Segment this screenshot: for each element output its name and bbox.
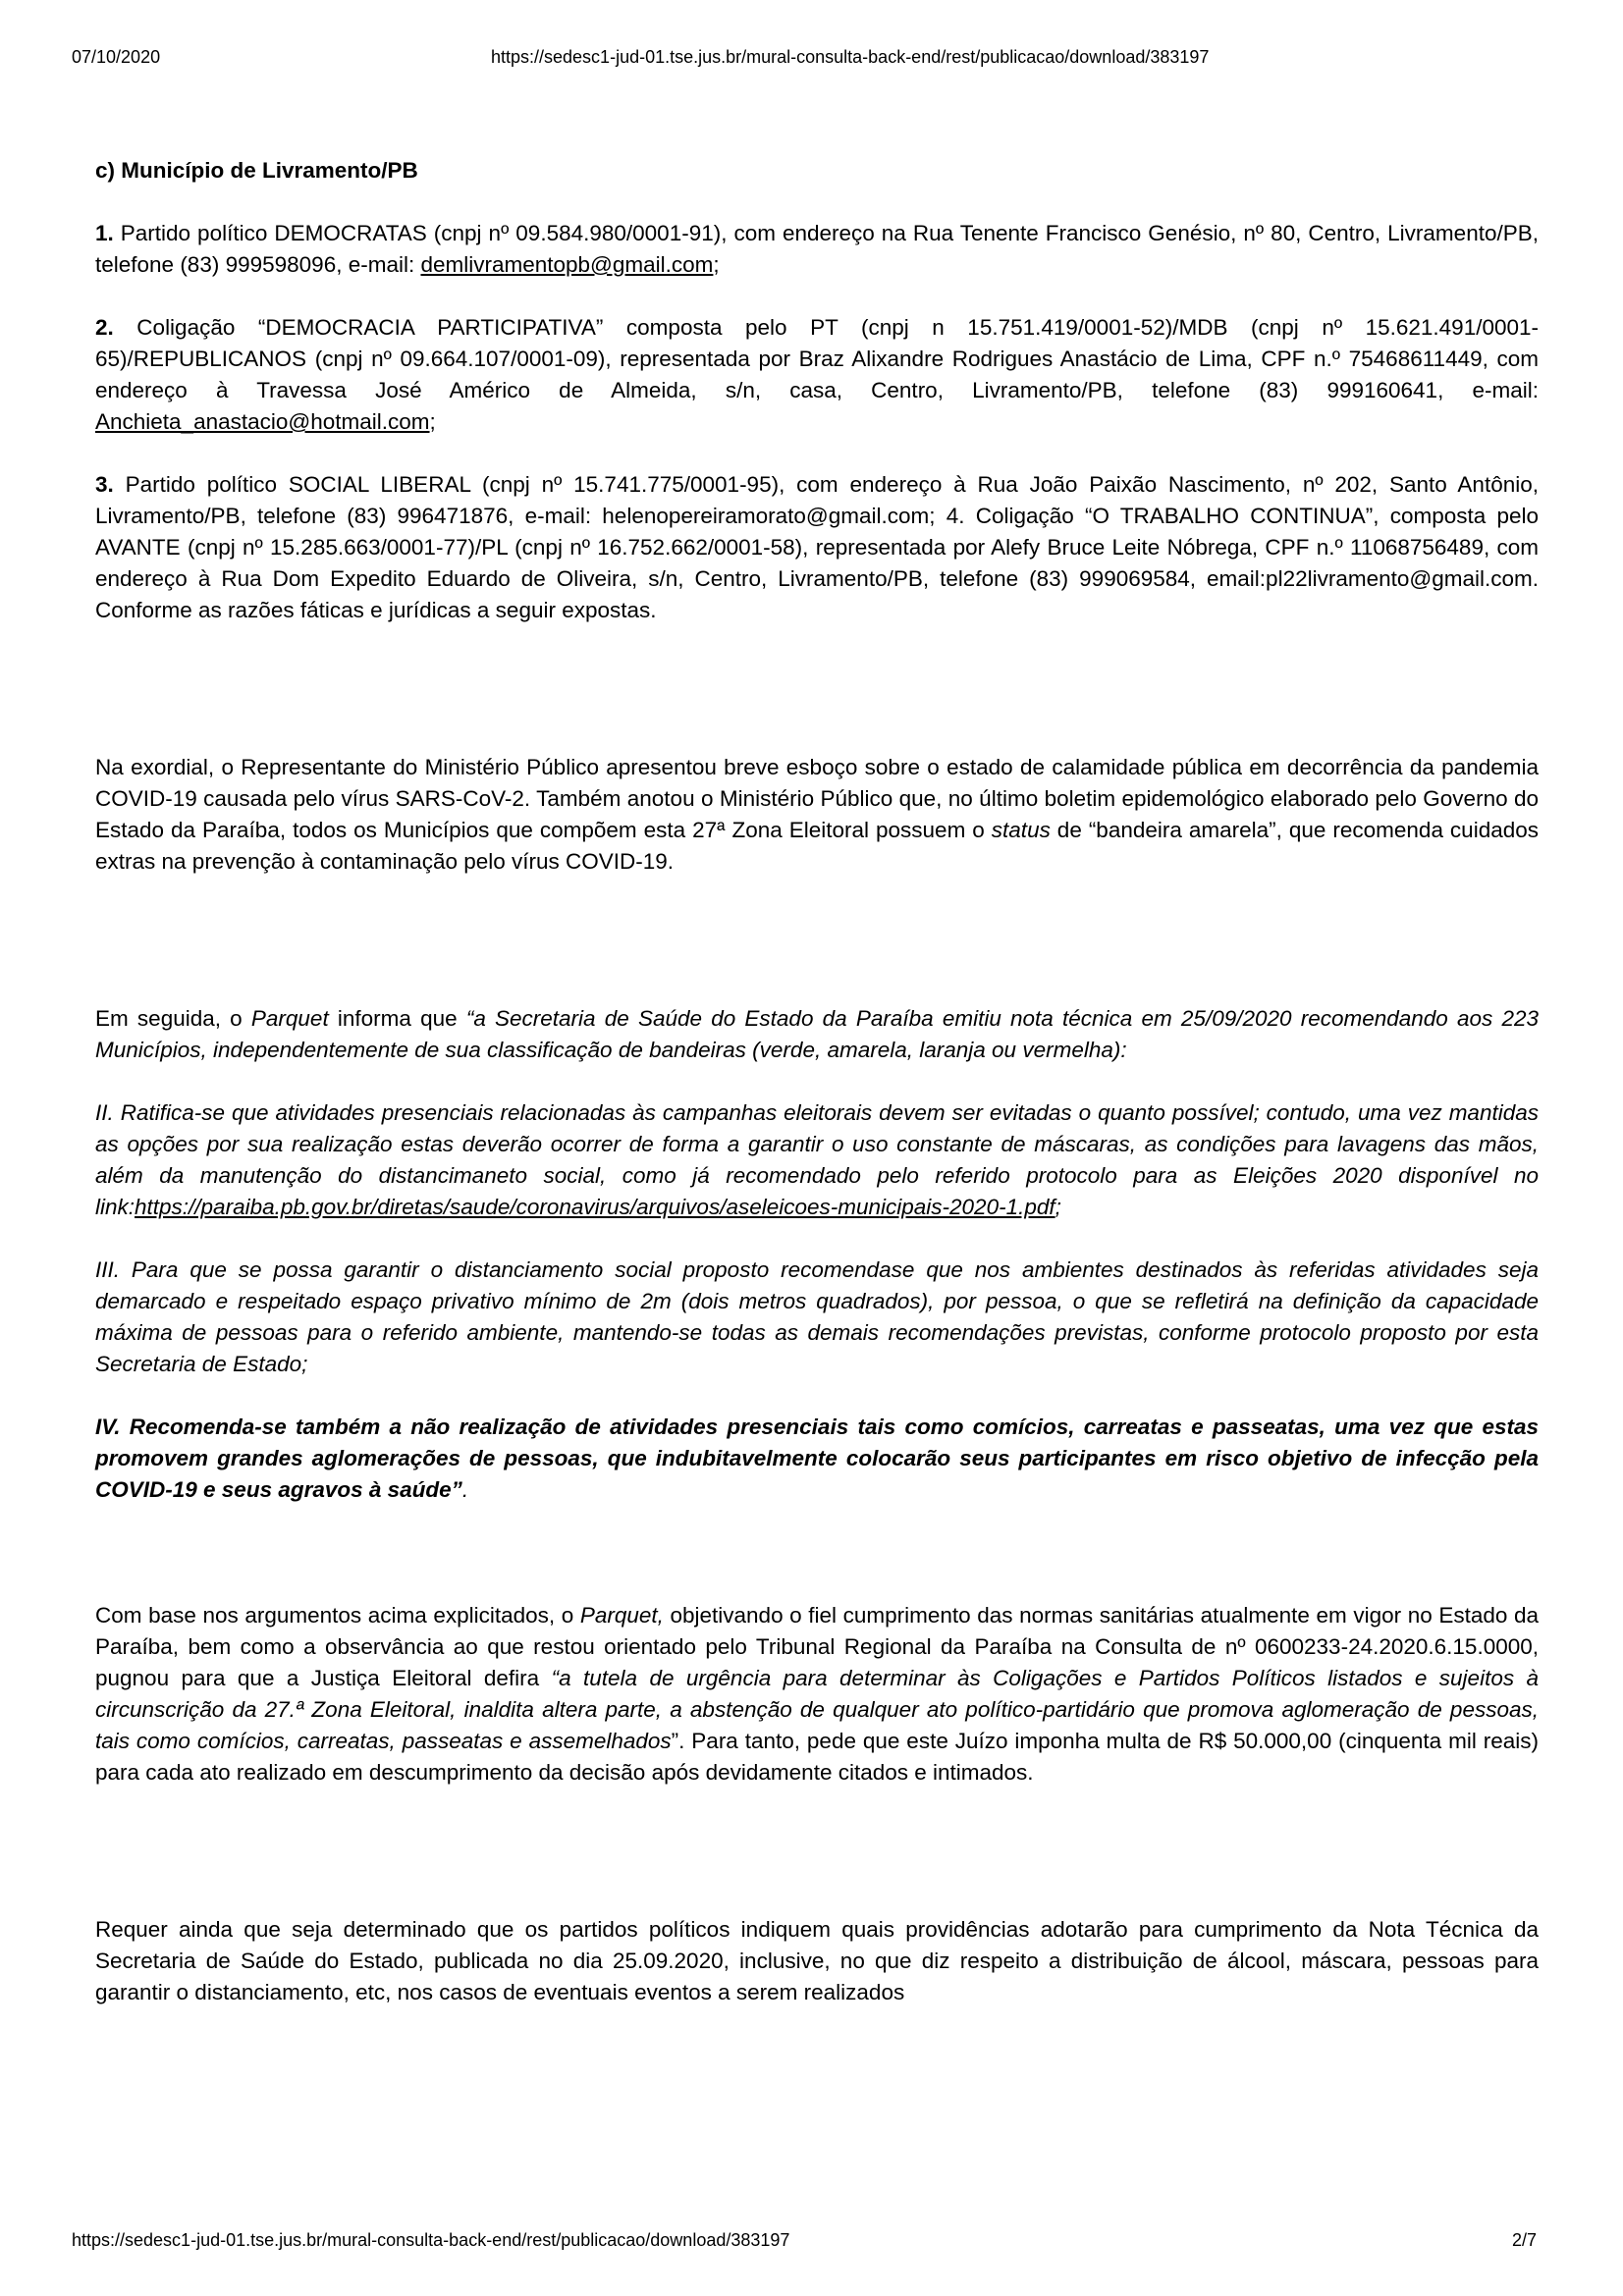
italic-run: III. Para que se possa garantir o distanciamento social proposto recomendase que nos ambientes destinados às referidas atividades seja demarcado e respeitado espaço privativo mínimo de 2m (dois metros quadrados), por pessoa, o que se refletirá na definição da capacidade máxima de pessoas para o referido ambiente, mantendo-se todas as demais recomendações previstas, conforme protocolo proposto por esta Secretaria de Estado; xyxy=(95,1257,1539,1376)
italic-run: status xyxy=(991,818,1051,842)
text-run: de “bandeira amarela”, que recomenda cuidados extras na prevenção à contaminação pelo vírus COVID-19. xyxy=(95,818,1539,874)
bold-italic-run: IV. Recomenda-se também a não realização de atividades presenciais tais como comícios, carreatas e passeatas, uma vez que estas promovem grandes aglomerações de pessoas, que indubitavelmente colocarão seus participantes em risco objetivo de infecção pela COVID-19 e seus agravos à saúde” xyxy=(95,1415,1539,1502)
footer-url: https://sedesc1-jud-01.tse.jus.br/mural-consulta-back-end/rest/publicacao/download/383197 xyxy=(72,2230,790,2250)
page-number: 2/7 xyxy=(1511,2230,1537,2250)
protocol-link[interactable]: https://paraiba.pb.gov.br/diretas/saude/coronavirus/arquivos/aseleicoes-municipais-2020-1.pdf xyxy=(135,1195,1055,1219)
email-link[interactable]: demlivramentopb@gmail.com xyxy=(420,252,714,277)
paragraph-requer: Requer ainda que seja determinado que os partidos políticos indiquem quais providências adotarão para cumprimento da Nota Técnica da Secretaria de Saúde do Estado, publicada no dia 25.09.2020, inclusive, no que diz respeito a distribuição de álcool, máscara, pessoas para garantir o distanciamento, etc, nos casos de eventuais eventos a serem realizados xyxy=(95,1917,1539,2004)
quote-item-IV xyxy=(95,1412,1539,1506)
text-run: Na exordial, o Representante do Ministério Público apresentou breve esboço sobre o estado de calamidade pública em decorrência da pandemia COVID-19 causada pelo vírus SARS-CoV-2. Também anotou o Ministério Público que, no último boletim epidemológico elaborado pelo Governo do Estado da Paraíba, todos os Municípios que compõem esta 27ª Zona Eleitoral possuem o xyxy=(95,755,1539,842)
item-text: Partido político SOCIAL LIBERAL (cnpj nº 15.741.775/0001-95), com endereço à Rua João Paixão Nascimento, nº 202, Santo Antônio, Livramento/PB, telefone (83) 996471876, e-mail: helenopereiramorato@gmail.com; 4. Coligação “O TRABALHO CONTINUA”, composta pelo AVANTE (cnpj nº 15.285.663/0001-77)/PL (cnpj nº 16.752.662/0001-58), representada por Alefy Bruce Leite Nóbrega, CPF n.º 11068756489, com endereço à Rua Dom Expedito Eduardo de Oliveira, s/n, Centro, Livramento/PB, telefone (83) 999069584, email:pl22livramento@gmail.com. Conforme as razões fáticas e jurídicas a seguir expostas. xyxy=(95,472,1539,622)
punctuation: ; xyxy=(429,409,436,434)
text-run: Com base nos argumentos acima explicitados, o xyxy=(95,1603,580,1628)
paragraph-exordial xyxy=(95,752,1539,878)
punctuation: . xyxy=(461,1477,469,1502)
paragraph-parquet xyxy=(95,1003,1539,1066)
italic-run: Parquet, xyxy=(579,1603,664,1628)
item-number: 3. xyxy=(95,472,114,497)
email-link[interactable]: Anchieta_anastacio@hotmail.com xyxy=(95,409,430,434)
item-text: Coligação “DEMOCRACIA PARTICIPATIVA” composta pelo PT (cnpj n 15.751.419/0001-52)/MDB (cnpj nº 15.621.491/0001-65)/REPUBLICANOS (cnpj nº 09.664.107/0001-09), representada por Braz Alixandre Rodrigues Anastácio de Lima, CPF n.º 75468611449, com endereço à Travessa José Américo de Almeida, s/n, casa, Centro, Livramento/PB, telefone (83) 999160641, e-mail: xyxy=(95,315,1539,402)
text-run: informa que xyxy=(328,1006,466,1031)
quote-item-III xyxy=(95,1255,1539,1380)
text-run: objetivando o fiel cumprimento das normas sanitárias atualmente em vigor no Estado da Paraíba, bem como a observância ao que restou orientado pelo Tribunal Regional da Paraíba na Consulta de nº 0600233-24.2020.6.15.0000, pugnou para que a Justiça Eleitoral defira xyxy=(95,1603,1539,1690)
paragraph-base xyxy=(95,1600,1539,1789)
party-item-1 xyxy=(95,218,1539,281)
party-item-3 xyxy=(95,469,1539,626)
item-number: 2. xyxy=(95,315,114,340)
header-url: https://sedesc1-jud-01.tse.jus.br/mural-consulta-back-end/rest/publicacao/download/383197 xyxy=(491,47,1210,67)
quote-item-II xyxy=(95,1097,1539,1223)
section-heading: c) Município de Livramento/PB xyxy=(95,158,418,183)
punctuation: ; xyxy=(713,252,720,277)
italic-run: “a tutela de urgência para determinar às Coligações e Partidos Políticos listados e sujeitos à circunscrição da 27.ª Zona Eleitoral, inaldita altera parte, a abstenção de qualquer ato político-partidário que promova aglomeração de pessoas, tais como comícios, carreatas, passeatas e assemelhados xyxy=(95,1666,1540,1753)
text-run: Em seguida, o xyxy=(95,1006,251,1031)
punctuation: ; xyxy=(1055,1195,1061,1219)
italic-run: “a Secretaria de Saúde do Estado da Paraíba emitiu nota técnica em 25/09/2020 recomendando aos 223 Municípios, independentemente de sua classificação de bandeiras (verde, amarela, laranja ou vermelha): xyxy=(95,1006,1539,1062)
italic-run: Parquet xyxy=(250,1006,329,1031)
document-body xyxy=(95,155,1539,2008)
item-number: 1. xyxy=(95,221,114,245)
party-item-2 xyxy=(95,312,1539,438)
text-run: ”. Para tanto, pede que este Juízo imponha multa de R$ 50.000,00 (cinquenta mil reais) para cada ato realizado em descumprimento da decisão após devidamente citados e intimados. xyxy=(95,1729,1539,1785)
italic-run: II. Ratifica-se que atividades presenciais relacionadas às campanhas eleitorais devem ser evitadas o quanto possível; contudo, uma vez mantidas as opções por sua realização estas deverão ocorrer de forma a garantir o uso constante de máscaras, as condições para lavagens das mãos, além da manutenção do distancimaneto social, como já recomendado pelo referido protocolo para as Eleições 2020 disponível no link: xyxy=(95,1100,1539,1219)
print-date: 07/10/2020 xyxy=(72,47,161,67)
item-text: Partido político DEMOCRATAS (cnpj nº 09.584.980/0001-91), com endereço na Rua Tenente Francisco Genésio, nº 80, Centro, Livramento/PB, telefone (83) 999598096, e-mail: xyxy=(95,221,1539,277)
